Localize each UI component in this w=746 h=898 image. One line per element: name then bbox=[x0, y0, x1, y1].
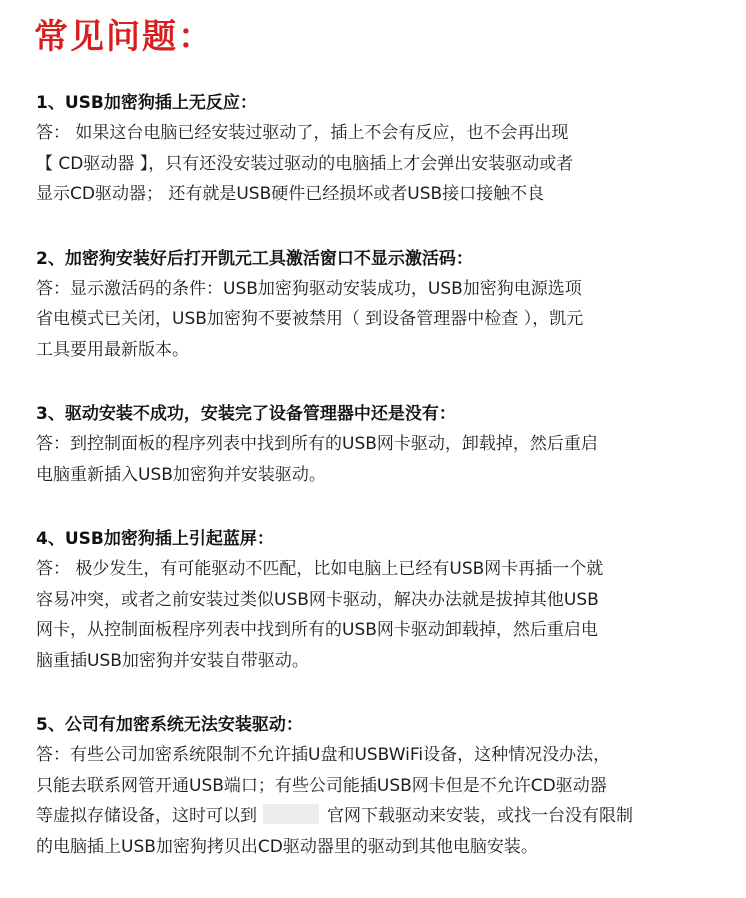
faq-item-1 bbox=[36, 88, 726, 210]
answer-line: 脑重插USB加密狗并安装自带驱动。 bbox=[36, 650, 309, 671]
faq-item-3 bbox=[36, 399, 726, 490]
faq-item-4 bbox=[36, 524, 726, 676]
answer-line: 省电模式已关闭，USB加密狗不要被禁用（ 到设备管理器中检查 ），凯元 bbox=[36, 309, 584, 329]
faq-item-5 bbox=[36, 710, 726, 862]
answer-line: 的电脑插上USB加密狗拷贝出CD驱动器里的驱动到其他电脑安装。 bbox=[36, 836, 538, 857]
faq-question: 4、USB加密狗插上引起蓝屏： bbox=[36, 529, 274, 549]
redacted-block bbox=[263, 804, 319, 824]
faq-question: 3、驱动安装不成功，安装完了设备管理器中还是没有： bbox=[36, 404, 456, 424]
faq-question: 5、公司有加密系统无法安装驱动： bbox=[36, 715, 303, 735]
answer-line: 电脑重新插入USB加密狗并安装驱动。 bbox=[36, 464, 326, 485]
answer-line: 工具要用最新版本。 bbox=[36, 339, 189, 360]
answer-line: 网卡，从控制面板程序列表中找到所有的USB网卡驱动卸载掉，然后重启电 bbox=[36, 620, 598, 640]
answer-line: 答： 如果这台电脑已经安装过驱动了，插上不会有反应，也不会再出现 bbox=[36, 123, 569, 143]
faq-list bbox=[36, 88, 726, 896]
faq-answer bbox=[36, 274, 726, 366]
answer-text: 官网下载驱动来安装，或找一台没有限制 bbox=[327, 806, 633, 826]
answer-line: 只能去联系网管开通USB端口；有些公司能插USB网卡但是不允许CD驱动器 bbox=[36, 775, 607, 796]
answer-line: 【 CD驱动器 】，只有还没安装过驱动的电脑插上才会弹出安装驱动或者 bbox=[36, 153, 574, 174]
faq-question: 1、USB加密狗插上无反应： bbox=[36, 93, 257, 113]
answer-text: 等虚拟存储设备，这时可以到 bbox=[36, 806, 257, 826]
faq-item-2 bbox=[36, 244, 726, 366]
answer-line: 答：有些公司加密系统限制不允许插U盘和USBWiFi设备，这种情况没办法， bbox=[36, 745, 611, 765]
answer-line: 容易冲突，或者之前安装过类似USB网卡驱动，解决办法就是拔掉其他USB bbox=[36, 589, 599, 610]
faq-answer bbox=[36, 740, 726, 862]
faq-answer bbox=[36, 118, 726, 210]
answer-line bbox=[36, 801, 726, 832]
answer-line: 答：到控制面板的程序列表中找到所有的USB网卡驱动，卸载掉，然后重启 bbox=[36, 434, 598, 454]
faq-answer bbox=[36, 429, 726, 490]
page-title: 常见问题： bbox=[34, 17, 214, 57]
answer-line: 答：显示激活码的条件：USB加密狗驱动安装成功，USB加密狗电源选项 bbox=[36, 278, 582, 299]
faq-question: 2、加密狗安装好后打开凯元工具激活窗口不显示激活码： bbox=[36, 248, 473, 269]
faq-answer bbox=[36, 554, 726, 676]
answer-line: 显示CD驱动器； 还有就是USB硬件已经损坏或者USB接口接触不良 bbox=[36, 184, 545, 204]
answer-line: 答： 极少发生，有可能驱动不匹配，比如电脑上已经有USB网卡再插一个就 bbox=[36, 559, 604, 579]
